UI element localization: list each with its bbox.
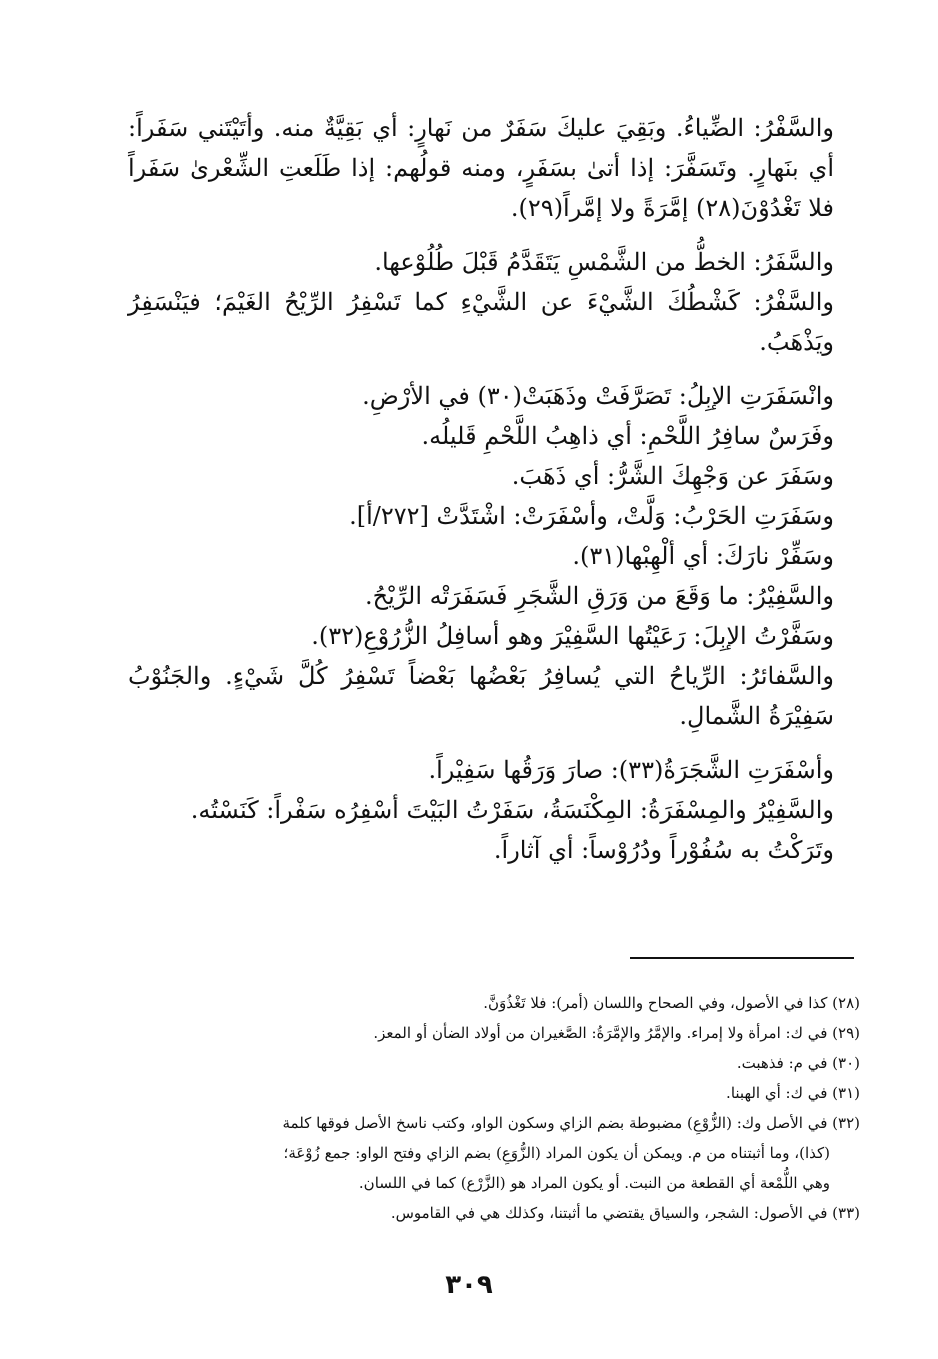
paragraph-shajara: وأسْفَرَتِ الشَّجَرَةُ(٣٣): صارَ وَرَقُها سَفِيْراً. <box>428 756 834 784</box>
footnote-32-continued: (كذا)، وما أثبتناه من م. ويمكن أن يكون المراد (الزُّوَعِ) بضم الزاي وفتح الواو: جمع زُوْعَة؛ <box>283 1144 830 1162</box>
paragraph-safair: والسَّفائرُ: الرِّياحُ التي يُسافِرُ بَعْضُها بَعْضاً تَسْفِرُ كُلَّ شَيْءٍ. والجَنُوْبُ سَفِيْرَةُ الشَّمالِ. <box>128 662 834 730</box>
footnote-33: (٣٣) في الأصول: الشجر، والسياق يقتضي ما أثبتنا، وكذلك هي في القاموس. <box>390 1204 860 1222</box>
footnote-31: (٣١) في ك: أي الهبنا. <box>726 1084 860 1102</box>
paragraph-nar: وسَفِّرْ نارَكَ: أي ألْهِبْها(٣١). <box>572 542 834 570</box>
paragraph-faras: وفَرَسٌ سافِرُ اللَّحْمِ: أي ذاهِبُ اللَّحْمِ قَليلُه. <box>421 422 834 450</box>
paragraph-safr-light: والسَّفْرُ: الضِّياءُ. وبَقِيَ عليكَ سَفَرٌ من نَهارٍ: أي بَقِيَّةٌ منه. وأتَيْتَني سَفَراً: أي بنَهارٍ. وتَسَفَّرَ: إذا أتىٰ بسَفَرٍ، ومنه قولُهم: إذا طَلَعتِ الشِّعْرىٰ سَفَراً فلا تَغْدُوْنَ(٢٨) إمَّرَةً ولا إمَّراً(٢٩). <box>128 114 835 222</box>
paragraph-ibil: وسَفَّرْتُ الإبِلَ: رَعَيْتُها السَّفِيْرَ وهو أسافِلُ الزُّرُوْعِ(٣٢). <box>311 622 834 650</box>
footnote-29: (٢٩) في ك: امرأة ولا إمراء. والإمَّرُ والإمَّرَةُ: الصَّغيران من أولاد الضأن أو المعز. <box>373 1024 860 1042</box>
page-number: ٣٠٩ <box>445 1270 493 1300</box>
footnote-32: (٣٢) في الأصل وك: (الزُّوْعِ) مضبوطة بضم الزاي وسكون الواو، وكتب ناسخ الأصل فوقها كلمة <box>282 1114 860 1132</box>
footnote-28: (٢٨) كذا في الأصول، وفي الصحاح واللسان (أمر): فلا تَغْذُوَنَّ. <box>483 994 860 1012</box>
paragraph-kasht: والسَّفْرُ: كَشْطُكَ الشَّيْءَ عن الشَّيْءِ كما تَسْفِرُ الرِّيْحُ الغَيْمَ؛ فيَنْسَفِرُ ويَذْهَبُ. <box>128 288 834 356</box>
paragraph-safar-line: والسَّفَرُ: الخطُّ من الشَّمْسِ يَتَقَدَّمُ قَبْلَ طُلُوْعها. <box>374 248 834 276</box>
footnotes <box>128 988 860 1228</box>
paragraph-harb: وسَفَرَتِ الحَرْبُ: وَلَّتْ، وأسْفَرَتْ: اشْتَدَّتْ [٢٧٢/أ]. <box>349 502 834 530</box>
footnote-32-end: وهي اللُّمْعة أي القطعة من النبت. أو يكون المراد هو (الزَّرْع) كما في اللسان. <box>358 1174 830 1192</box>
paragraph-miknasa: والسَّفِيْرُ والمِسْفَرَةُ: المِكْنَسَةُ، سَفَرْتُ البَيْتَ أسْفِرُه سَفْراً: كَنَسْتُه. <box>190 796 834 824</box>
main-text <box>128 108 860 870</box>
paragraph-safara-sharr: وسَفَرَ عن وَجْهِكَ الشَّرُّ: أي ذَهَبَ. <box>511 462 834 490</box>
paragraph-athar: وتَرَكْتُ به سُفُوْراً ودُرُوْساً: أي آثاراً. <box>493 836 834 864</box>
paragraph-safir: والسَّفِيْرُ: ما وَقَعَ من وَرَقِ الشَّجَرِ فَسَفَرَتْه الرِّيْحُ. <box>365 582 834 610</box>
paragraph-insafarat: وانْسَفَرَتِ الإبِلُ: تَصَرَّفَتْ وذَهَبَتْ(٣٠) في الأرْضِ. <box>362 382 834 410</box>
footnote-30: (٣٠) في م: فذهبت. <box>736 1054 860 1072</box>
footnote-divider <box>630 957 854 959</box>
